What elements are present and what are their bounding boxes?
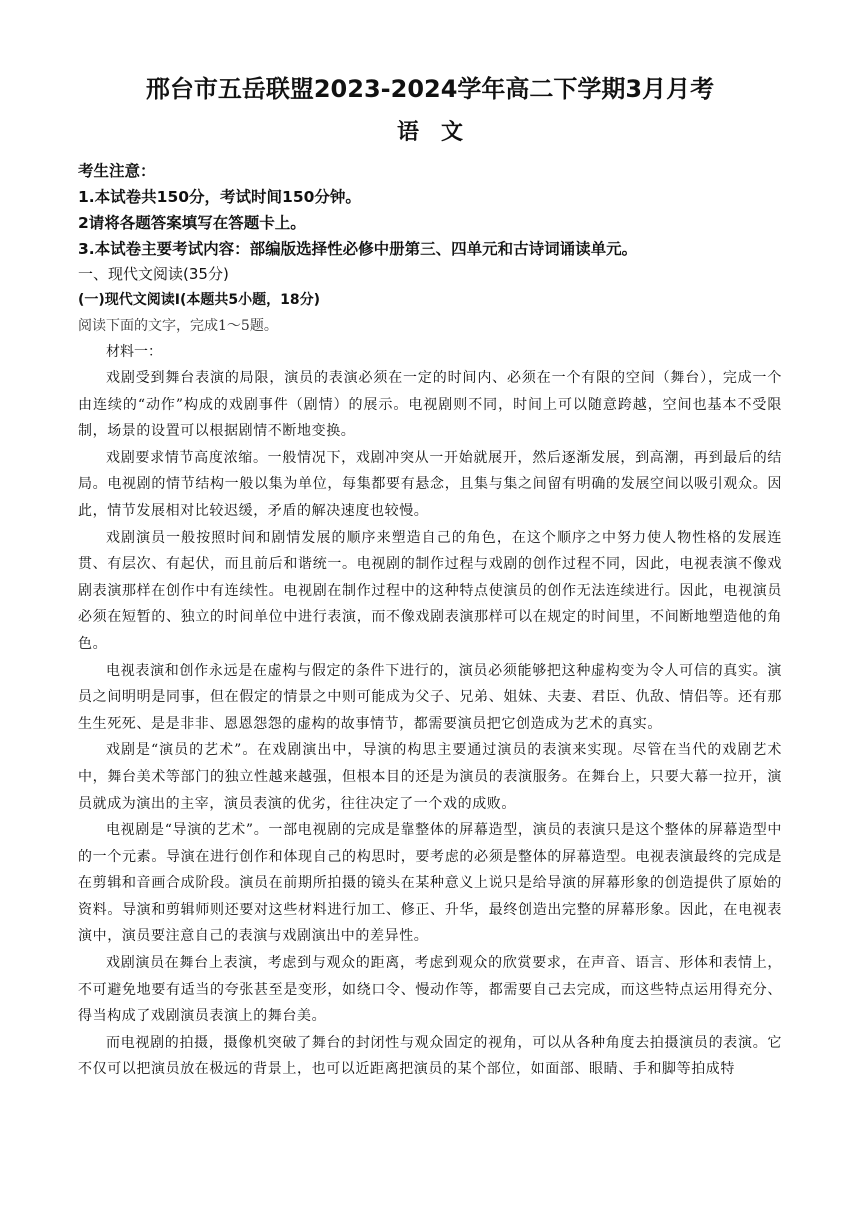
- paragraph: 而电视剧的拍摄，摄像机突破了舞台的封闭性与观众固定的视角，可以从各种角度去拍摄演员的表演。它不仅可以把演员放在极远的背景上，也可以近距离把演员的某个部位，如面部、眼睛、手和脚等拍成特: [78, 1034, 782, 1078]
- subsection-heading: (一)现代文阅读Ⅰ(本题共5小题，18分): [78, 292, 321, 308]
- paragraph: 电视剧是“导演的艺术”。一部电视剧的完成是靠整体的屏幕造型，演员的表演只是这个整体的屏幕造型中的一个元素。导演在进行创作和体现自己的构思时，要考虑的必须是整体的屏幕造型。电视表演最终的完成是在剪辑和音画合成阶段。演员在前期所拍摄的镜头在某种意义上说只是给导演的屏幕形象的创造提供了原始的资料。导演和剪辑师则还要对这些材料进行加工、修正、升华，最终创造出完整的屏幕形象。因此，在电视表演中，演员要注意自己的表演与戏剧演出中的差异性。: [78, 822, 782, 945]
- paragraph: 戏剧要求情节高度浓缩。一般情况下，戏剧冲突从一开始就展开，然后逐渐发展，到高潮，再到最后的结局。电视剧的情节结构一般以集为单位，每集都要有悬念，且集与集之间留有明确的发展空间以吸引观众。因此，情节发展相对比较迟缓，矛盾的解决速度也较慢。: [78, 449, 782, 519]
- notice-item: 1.本试卷共150分，考试时间150分钟。: [78, 188, 361, 206]
- paragraph: 戏剧受到舞台表演的局限，演员的表演必须在一定的时间内、必须在一个有限的空间（舞台），完成一个由连续的“动作”构成的戏剧事件（剧情）的展示。电视剧则不同，时间上可以随意跨越，空间也基本不受限制，场景的设置可以根据剧情不断地变换。: [78, 370, 782, 440]
- section-heading: 一、现代文阅读(35分): [78, 265, 229, 283]
- material-text: [78, 365, 782, 1083]
- paragraph: 电视表演和创作永远是在虚构与假定的条件下进行的，演员必须能够把这种虚构变为令人可信的真实。演员之间明明是同事，但在假定的情景之中则可能成为父子、兄弟、姐妹、夫妻、君臣、仇敌、情侣等。还有那生生死死、是是非非、恩恩怨怨的虚构的故事情节，都需要演员把它创造成为艺术的真实。: [78, 662, 782, 732]
- notice-item: 3.本试卷主要考试内容：部编版选择性必修中册第三、四单元和古诗词诵读单元。: [78, 240, 638, 258]
- reading-instruction: 阅读下面的文字，完成1～5题。: [78, 318, 278, 334]
- exam-notice: [78, 158, 782, 262]
- paragraph: 戏剧演员一般按照时间和剧情发展的顺序来塑造自己的角色，在这个顺序之中努力使人物性格的发展连贯、有层次、有起伏，而且前后和谐统一。电视剧的制作过程与戏剧的创作过程不同，因此，电视表演不像戏剧表演那样在创作中有连续性。电视剧在制作过程中的这种特点使演员的创作无法连续进行。因此，电视演员必须在短暂的、独立的时间单位中进行表演，而不像戏剧表演那样可以在规定的时间里，不间断地塑造他的角色。: [78, 529, 782, 652]
- material-label: 材料一：: [106, 344, 162, 360]
- notice-heading: 考生注意：: [78, 162, 156, 180]
- notice-item: 2请将各题答案填写在答题卡上。: [78, 214, 306, 232]
- paragraph: 戏剧演员在舞台上表演，考虑到与观众的距离，考虑到观众的欣赏要求，在声音、语言、形体和表情上，不可避免地要有适当的夸张甚至是变形，如绕口令、慢动作等，都需要自己去完成，而这些特点运用得充分、得当构成了戏剧演员表演上的舞台美。: [78, 955, 782, 1025]
- paragraph: 戏剧是“演员的艺术”。在戏剧演出中，导演的构思主要通过演员的表演来实现。尽管在当代的戏剧艺术中，舞台美术等部门的独立性越来越强，但根本目的还是为演员的表演服务。在舞台上，只要大幕一拉开，演员就成为演出的主宰，演员表演的优劣，往往决定了一个戏的成败。: [78, 742, 782, 812]
- exam-subject: 语文: [396, 120, 485, 145]
- exam-title: 邢台市五岳联盟2023-2024学年高二下学期3月月考: [145, 75, 715, 103]
